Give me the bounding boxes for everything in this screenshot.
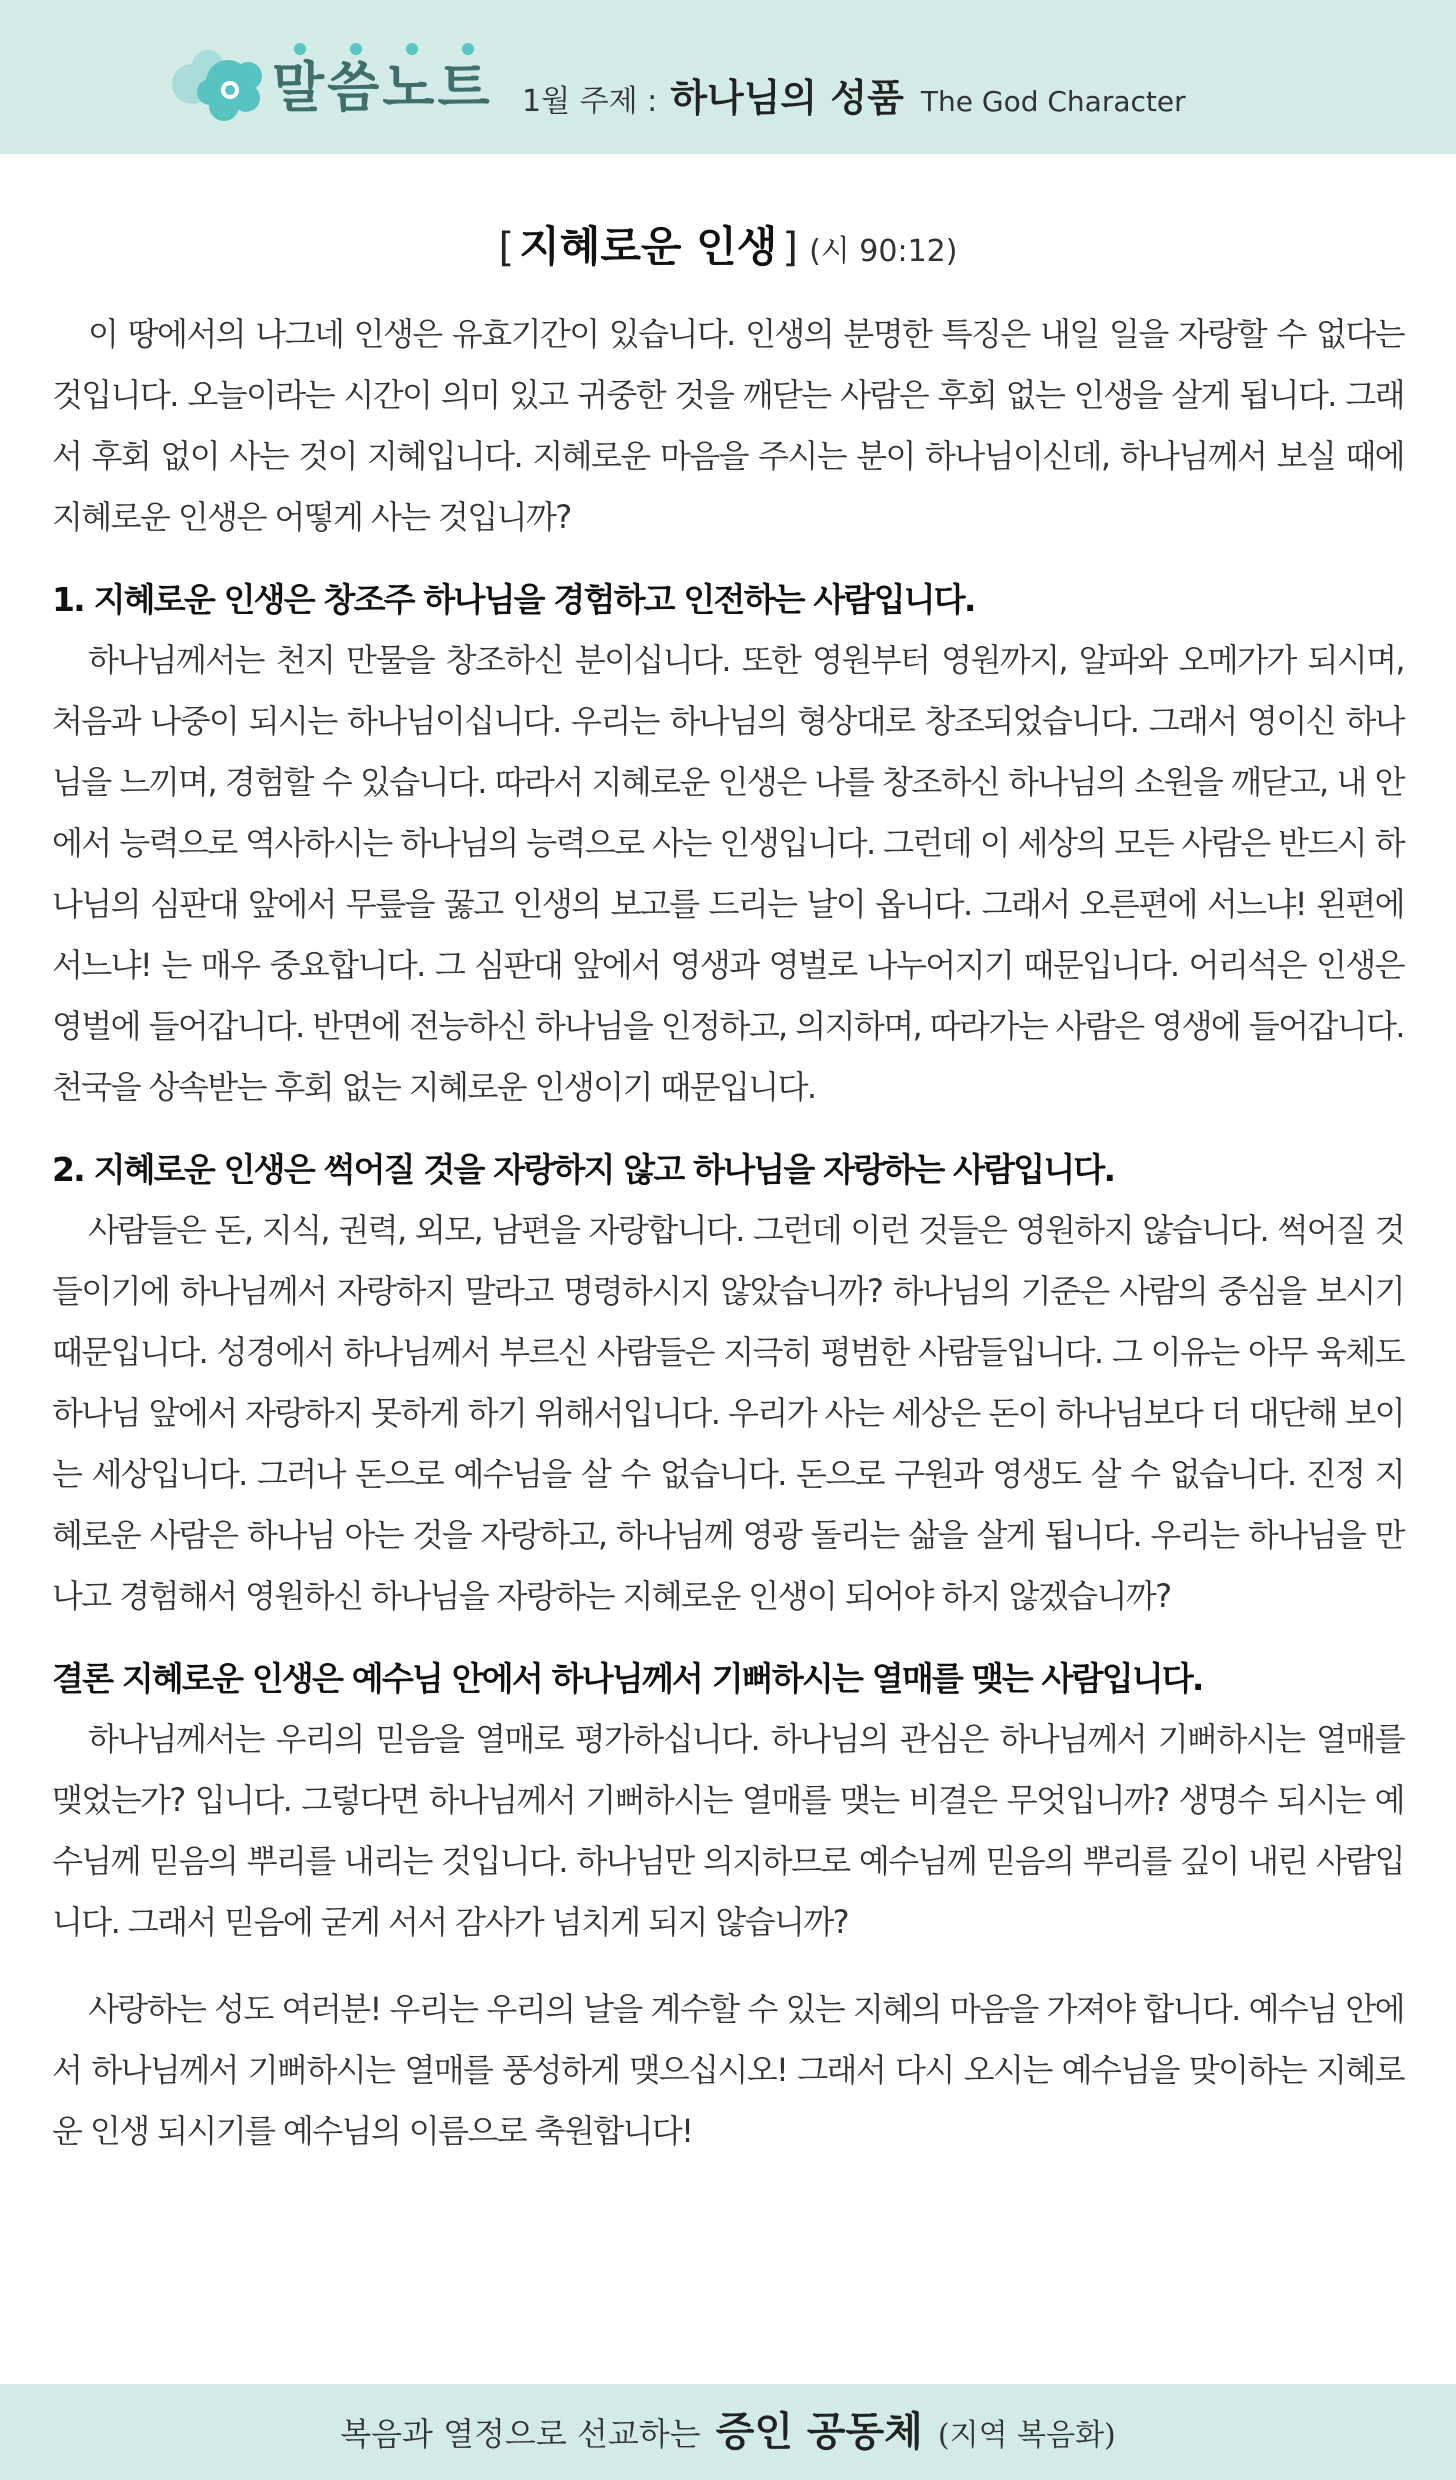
footer-community-name: 증인 공동체 — [715, 2408, 923, 2455]
header-band — [0, 0, 1456, 154]
section-body-2: 사람들은 돈, 지식, 권력, 외모, 남편을 자랑합니다. 그런데 이런 것들은 영원하지 않습니다. 썩어질 것들이기에 하나님께서 자랑하지 말라고 명령하시지 않았습니까? 하나님의 기준은 사람의 중심을 보시기 때문입니다. 성경에서 하나님께서 부르신 사람들은 지극히 평범한 사람들입니다. 그 이유는 아무 육체도 하나님 앞에서 자랑하지 못하게 하기 위해서입니다. 우리가 사는 세상은 돈이 하나님보다 더 대단해 보이는 세상입니다. 그러나 돈으로 예수님을 살 수 없습니다. 돈으로 구원과 영생도 살 수 없습니다. 진정 지혜로운 사람은 하나님 아는 것을 자랑하고, 하나님께 영광 돌리는 삶을 살게 됩니다. 우리는 하나님을 만나고 경험해서 영원하신 하나님을 자랑하는 지혜로운 인생이 되어야 하지 않겠습니까? — [52, 1211, 1404, 1615]
sermon-title: 지혜로운 인생 — [519, 222, 778, 271]
sermon-title-line — [52, 214, 1404, 280]
conclusion-body: 하나님께서는 우리의 믿음을 열매로 평가하십니다. 하나님의 관심은 하나님께서 기뻐하시는 열매를 맺었는가? 입니다. 그렇다면 하나님께서 기뻐하시는 열매를 맺는 비결은 무엇입니까? 생명수 되시는 예수님께 믿음의 뿌리를 내리는 것입니다. 하나님만 의지하므로 예수님께 믿음의 뿌리를 깊이 내린 사람입니다. 그래서 믿음에 굳게 서서 감사가 넘치게 되지 않습니까? — [52, 1720, 1404, 1941]
section-body-1: 하나님께서는 천지 만물을 창조하신 분이십니다. 또한 영원부터 영원까지, 알파와 오메가가 되시며, 처음과 나중이 되시는 하나님이십니다. 우리는 하나님의 형상대로 창조되었습니다. 그래서 영이신 하나님을 느끼며, 경험할 수 있습니다. 따라서 지혜로운 인생은 나를 창조하신 하나님의 소원을 깨닫고, 내 안에서 능력으로 역사하시는 하나님의 능력으로 사는 인생입니다. 그런데 이 세상의 모든 사람은 반드시 하나님의 심판대 앞에서 무릎을 꿇고 인생의 보고를 드리는 날이 옵니다. 그래서 오른편에 서느냐! 왼편에 서느냐! 는 매우 중요합니다. 그 심판대 앞에서 영생과 영벌로 나누어지기 때문입니다. 어리석은 인생은 영벌에 들어갑니다. 반면에 전능하신 하나님을 인정하고, 의지하며, 따라가는 사람은 영생에 들어갑니다. 천국을 상속받는 후회 없는 지혜로운 인생이기 때문입니다. — [52, 641, 1404, 1106]
title-bracket-close: ] — [782, 225, 798, 271]
section-heading-1: 1. 지혜로운 인생은 창조주 하나님을 경험하고 인전하는 사람입니다. — [52, 580, 975, 619]
section-heading-2: 2. 지혜로운 인생은 썩어질 것을 자랑하지 않고 하나님을 자랑하는 사람입니다. — [52, 1150, 1115, 1189]
conclusion-heading: 결론 지혜로운 인생은 예수님 안에서 하나님께서 기뻐하시는 열매를 맺는 사람입니다. — [52, 1659, 1203, 1698]
theme-title: 하나님의 성품 — [670, 76, 904, 120]
brand-title: 말씀노트 — [272, 56, 493, 119]
footer-band — [0, 2384, 1456, 2480]
sermon-content — [52, 214, 1404, 2162]
monthly-theme — [522, 68, 1186, 128]
title-bracket-open: [ — [498, 225, 515, 271]
footer-suffix: (지역 복음화) — [937, 2418, 1116, 2453]
theme-month-label: 1월 주제 : — [522, 84, 658, 119]
intro-paragraph: 이 땅에서의 나그네 인생은 유효기간이 있습니다. 인생의 분명한 특징은 내일 일을 자랑할 수 없다는 것입니다. 오늘이라는 시간이 의미 있고 귀중한 것을 깨닫는 사람은 후회 없는 인생을 살게 됩니다. 그래서 후회 없이 사는 것이 지혜입니다. 지혜로운 마음을 주시는 분이 하나님이신데, 하나님께서 보실 때에 지혜로운 인생은 어떻게 사는 것입니까? — [52, 315, 1404, 536]
closing-paragraph: 사랑하는 성도 여러분! 우리는 우리의 날을 계수할 수 있는 지혜의 마음을 가져야 합니다. 예수님 안에서 하나님께서 기뻐하시는 열매를 풍성하게 맺으십시오! 그래서 다시 오시는 예수님을 맞이하는 지혜로운 인생 되시기를 예수님의 이름으로 축원합니다! — [52, 1990, 1404, 2150]
paragraph-gap — [52, 1953, 1404, 1979]
scripture-reference: (시 90:12) — [809, 234, 958, 269]
footer-prefix: 복음과 열정으로 선교하는 — [340, 2415, 701, 2453]
flower-logo-icon — [168, 42, 268, 126]
theme-english: The God Character — [920, 85, 1186, 118]
